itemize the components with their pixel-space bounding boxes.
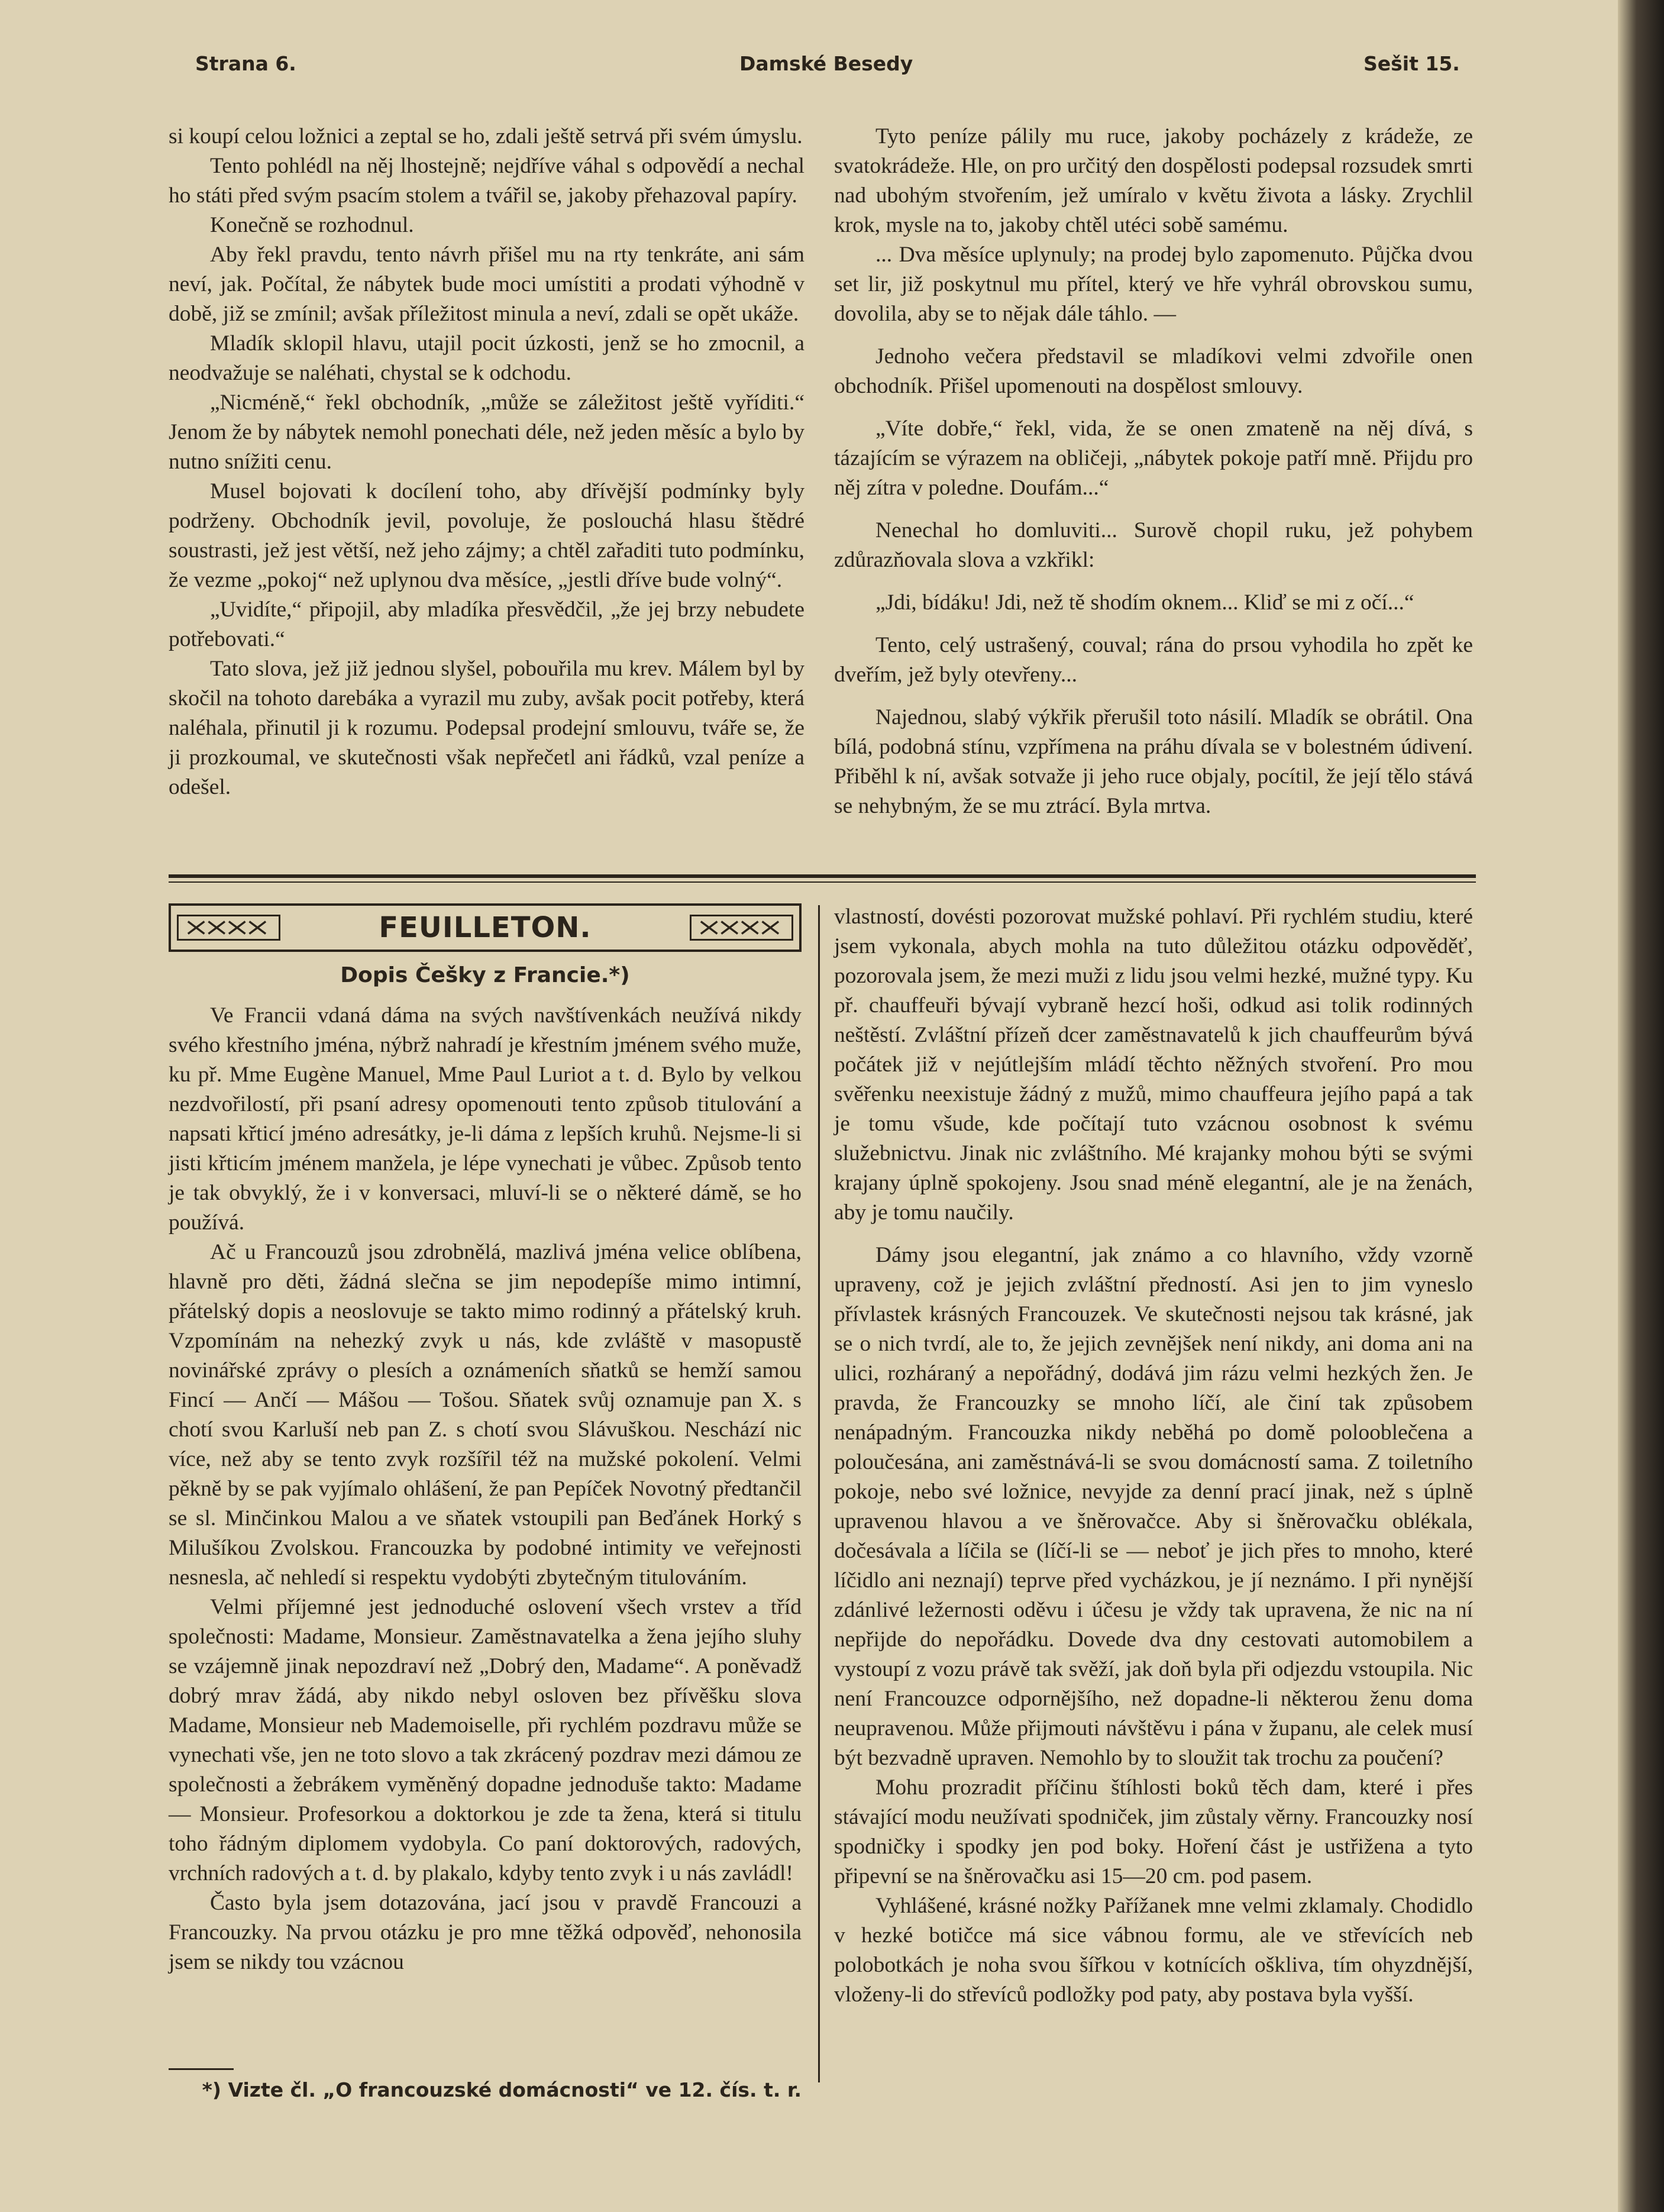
page-number: Strana 6. [195,52,296,75]
feuilleton-left-column [169,1001,802,1977]
paragraph: Jednoho večera představil se mladíkovi velmi zdvořile onen obchodník. Přišel upomenouti na dospělost smlouvy. [834,344,1473,398]
paragraph: Ač u Francouzů jsou zdrobnělá, mazlivá jména velice oblíbena, hlavně pro děti, žádná slečna se jim nepodepíše mimo intimní, přátelský dopis a neoslovuje se takto mimo rodinný a přátelský kruh. Vzpomínám na nehezký zvyk u nás, kde zvláště v masopustě novinářské zprávy o plesích a oznámeních sňatků se hemží samou Fincí — Ančí — Mášou — Tošou. Sňatek svůj oznamuje pan X. s chotí svou Karluší neb pan Z. s chotí svou Slávuškou. Neschází nic více, než aby se tento zvyk rozšířil též na mužské pokolení. Velmi pěkně by se pak vyjímalo ohlášení, že pan Pepíček Novotný předtančil se sl. Minčinkou Malou a ve sňatek vstoupili pan Beďánek Horký s Milušíkou Zvolskou. Francouzka by podobné intimity ve veřejnosti nesnesla, ač nehledí si respektu vydobýti zbytečným titulováním. [169,1240,802,1590]
story-right-column [834,122,1473,821]
paragraph: Nenechal ho domluviti... Surově chopil ruku, jež pohybem zdůrazňovala slova a vzkřikl: [834,518,1473,572]
paragraph: Ve Francii vdaná dáma na svých navštívenkách neužívá nikdy svého křestního jména, nýbrž nahradí je křestním jménem svého muže, ku př. Mme Eugène Manuel, Mme Paul Luriot a t. d. Bylo by velkou nezdvořilostí, při psaní adresy opomenouti tento způsob titulování a napsati křticí jméno adresátky, je-li dáma z lepších kruhů. Nejsme-li si jisti křticím jménem manželа, je lépe vynechati je vůbec. Způsob tento je tak obvyklý, že i v konversaci, mluví-li se o některé dámě, se ho používá. [169,1003,802,1235]
feuilleton-banner [169,903,802,952]
paragraph: vlastností, dovésti pozorovat mužské pohlaví. Při rychlém studiu, které jsem vykonala, abych mohla na tuto důležitou otázku odpověděť, pozorovala jsem, že mezi muži z lidu jsou velmi hezké, mužné typy. Ku př. chauffeuři bývají vybraně hezcí hoši, odkud asi tolik rodinných neštěstí. Zvláštní přízeň dcer zaměstnavatelů k jich chauffeurům bývá počátek již v nejútlejším mládí těchto něžných stvoření. Pro mou svěřenku neexistuje žádný z mužů, mimo chauffeura jejího papá a tak je tomu všude, kde počítají tuto vzácnou osobnost k svému služebnictvu. Jinak nic zvláštního. Mé krajanky mohou býti se svými krajany úplně spokojeny. Jsou snad méně elegantní, ale je na ženách, aby je tomu naučily. [834,905,1473,1225]
footnote: *) Vizte čl. „O francouzské domácnosti“ ve 12. čís. t. r. [202,2078,802,2101]
magazine-title: Damské Besedy [739,52,913,75]
paragraph: „Uvidíte,“ připojil, aby mladíka přesvědčil, „že jej brzy nebudete potřebovati.“ [169,598,804,651]
footnote-rule [169,2068,234,2070]
paragraph: Tato slova, jež již jednou slyšel, pobouřila mu krev. Málem byl by skočil na tohoto darebáka a vyrazil mu zuby, avšak pocit potřeby, která naléhala, přinutil ji k rozumu. Podepsal prodejní smlouvu, tváře se, že ji prozkoumal, ve skutečnosti však nepřečetl ani řádků, vzal peníze a odešel. [169,657,804,799]
paragraph: Mohu prozradit příčinu štíhlosti boků těch dam, které i přes stávající modu neužívati spodniček, jim zůstaly věrny. Francouzky nosí spodničky i spodky jen pod boky. Hoření část je ustřižena a tyto připevní se na šněrovačku asi 15—20 cm. pod pasem. [834,1775,1473,1888]
ornament-left-icon [177,915,280,941]
paragraph: Dámy jsou elegantní, jak známo a co hlavního, vždy vzorně upraveny, což je jejich zvláštní předností. Asi jen to jim vyneslo přívlastek krásných Francouzek. Ve skutečnosti nejsou tak krásné, jak se o nich tvrdí, ale to, že jejich zevnějšek není nikdy, ani doma ani na ulici, rozháraný a nepořádný, dodává jim rázu velmi hezkých žen. Je pravda, že Francouzky se mnoho líčí, ale činí tak způsobem nenápadným. Francouzka nikdy neběhá po domě poloоblečena a poloučesána, ani zaměstnává-li se svou domácností sama. Z toiletního pokoje, nebo své ložnice, nevyjde za denní prací jinak, než s úplně upravenou hlavou a ve šněrovačce. Aby si šněrovačku oblékala, dočesávala a líčila se (líčí-li se — neboť je jich přes to mnoho, které líčidlo ani neznají) teprve před vycházkou, je jí neznámo. I při nynější zdánlivé ležernosti oděvu i účesu je vždy tak upravena, že nic na ní nepřijde do nepořádku. Dovede dva dny cestovati automobilem a vystoupí z vozu právě tak svěží, jak doň byla při odjezdu vstoupila. Nic není Francouzce odpornějšího, než dopadne-li některou ženu doma neupravenou. Může přijmouti návštěvu i pána v županu, ale celek musí být bezvadně upraven. Nemohlo by to sloužit tak trochu za poučení? [834,1243,1473,1770]
ornament-right-icon [690,915,793,941]
article-title: Dopis Češky z Francie.*) [340,963,630,987]
paragraph: Tyto peníze pálily mu ruce, jakoby pocházely z krádeže, ze svatokrádeže. Hle, on pro určitý den dospělosti podepsal rozsudek smrti nad ubohým stvořením, jež umíralo v květu života a lásky. Zrychlil krok, mysle na to, jakoby chtěl utéci sobě samému. [834,124,1473,237]
paragraph: Velmi příjemné jest jednoduché oslovení všech vrstev a tříd společnosti: Madame, Monsieur. Zaměstnavatelka a žena jejího sluhy se vzájemně jinak nepozdraví než „Dobrý den, Madame“. A poněvadž dobrý mrav žádá, aby nikdo nebyl osloven bez přívěšku slova Madame, Monsieur neb Mademoiselle, při rychlém pozdravu může se vynechati vše, jen ne toto slovo a tak zkrácený pozdrav mezi dámou ze společnosti a žebrákem vyměněný dopadne jednoduše takto: Madame — Monsieur. Profesorkou a doktorkou je zde ta žena, která si titulu toho řádným diplomem vydobyla. Co paní doktorových, radových, vrchních radových a t. d. by plakalo, kdyby tento zvyk i u nás zavládl! [169,1595,802,1885]
paragraph: Tento, celý ustrašený, couval; rána do prsou vyhodila ho zpět ke dveřím, jež byly otevřeny... [834,633,1473,687]
paragraph: „Nicméně,“ řekl obchodník, „může se záležitost ještě vyříditi.“ Jenom že by nábytek nemohl ponechati déle, než jeden měsíc a bylo by nutno snížiti cenu. [169,390,804,474]
paragraph: si koupí celou ložnici a zeptal se ho, zdali ještě setrvá při svém úmyslu. [169,124,803,148]
page-edge-shadow [1618,0,1664,2212]
issue-number: Sešit 15. [1363,52,1460,75]
paragraph: Často byla jsem dotazována, jací jsou v pravdě Francouzi a Francouzky. Na prvou otázku je pro mne těžká odpověď, nehonosila jsem se nikdy tou vzácnou [169,1891,802,1974]
paragraph: Musel bojovati k docílení toho, aby dřívější podmínky byly podrženy. Obchodník jevil, povoluje, že poslouchá hlasu štědré soustrasti, jež jest větší, než jeho zájmy; a chtěl zařaditi tuto podmínku, že vezme „pokoj“ než uplynou dva měsíce, „jestli dříve bude volný“. [169,479,804,592]
paragraph: Aby řekl pravdu, tento návrh přišel mu na rty tenkráte, ani sám neví, jak. Počítal, že nábytek bude moci umístiti a prodati výhodně v době, již se zmínil; avšak příležitost minula a neví, zdali se opět ukáže. [169,243,804,326]
paragraph: Najednou, slabý výkřik přerušil toto násilí. Mladík se obrátil. Ona bílá, podobná stínu, vzpřímena na práhu dívala se v bolestném údivení. Přiběhl k ní, avšak sotvaže ji jeho ruce objaly, pocítil, že její tělo stává se nehybným, že se mu ztrácí. Byla mrtva. [834,705,1473,818]
paragraph: ... Dva měsíce uplynuly; na prodej bylo zapomenuto. Půjčka dvou set lir, již poskytnul mu přítel, který ve hře vyhrál obrovskou sumu, dovolila, aby se to nějak dále táhlo. — [834,243,1473,326]
paragraph: „Víte dobře,“ řekl, vida, že se onen zmateně na něj dívá, s tázajícím se výrazem na obličeji, „nábytek pokoje patří mně. Přijdu pro něj zítra v poledne. Doufám...“ [834,416,1473,500]
paragraph: Konečně se rozhodnul. [210,213,414,237]
paragraph: Mladík sklopil hlavu, utajil pocit úzkosti, jenž se ho zmocnil, a neodvažuje se naléhati, chystal se k odchodu. [169,331,804,385]
story-left-column [169,122,804,802]
feuilleton-title: FEUILLETON. [379,911,592,944]
section-divider [169,874,1476,878]
paragraph: Vyhlášené, krásné nožky Pařížanek mne velmi zklamaly. Chodidlo v hezké botičce má sice vábnou formu, ale ve střevících neb polobotkách je noha svou šířkou v kotnících ošklivа, tím ohyzdnější, vloženy-li do střevíců podložky pod paty, aby postava byla vyšší. [834,1894,1473,2007]
section-divider-thin [169,881,1476,883]
paragraph: Tento pohlédl na něj lhostejně; nejdříve váhal s odpovědí a nechal ho státi před svým psacím stolem a tvářil se, jakoby přehazoval papíry. [169,154,804,208]
paragraph: „Jdi, bídáku! Jdi, než tě shodím oknem... Kliď se mi z očí...“ [875,590,1414,615]
feuilleton-right-column [834,902,1473,2010]
column-divider [818,905,820,2082]
